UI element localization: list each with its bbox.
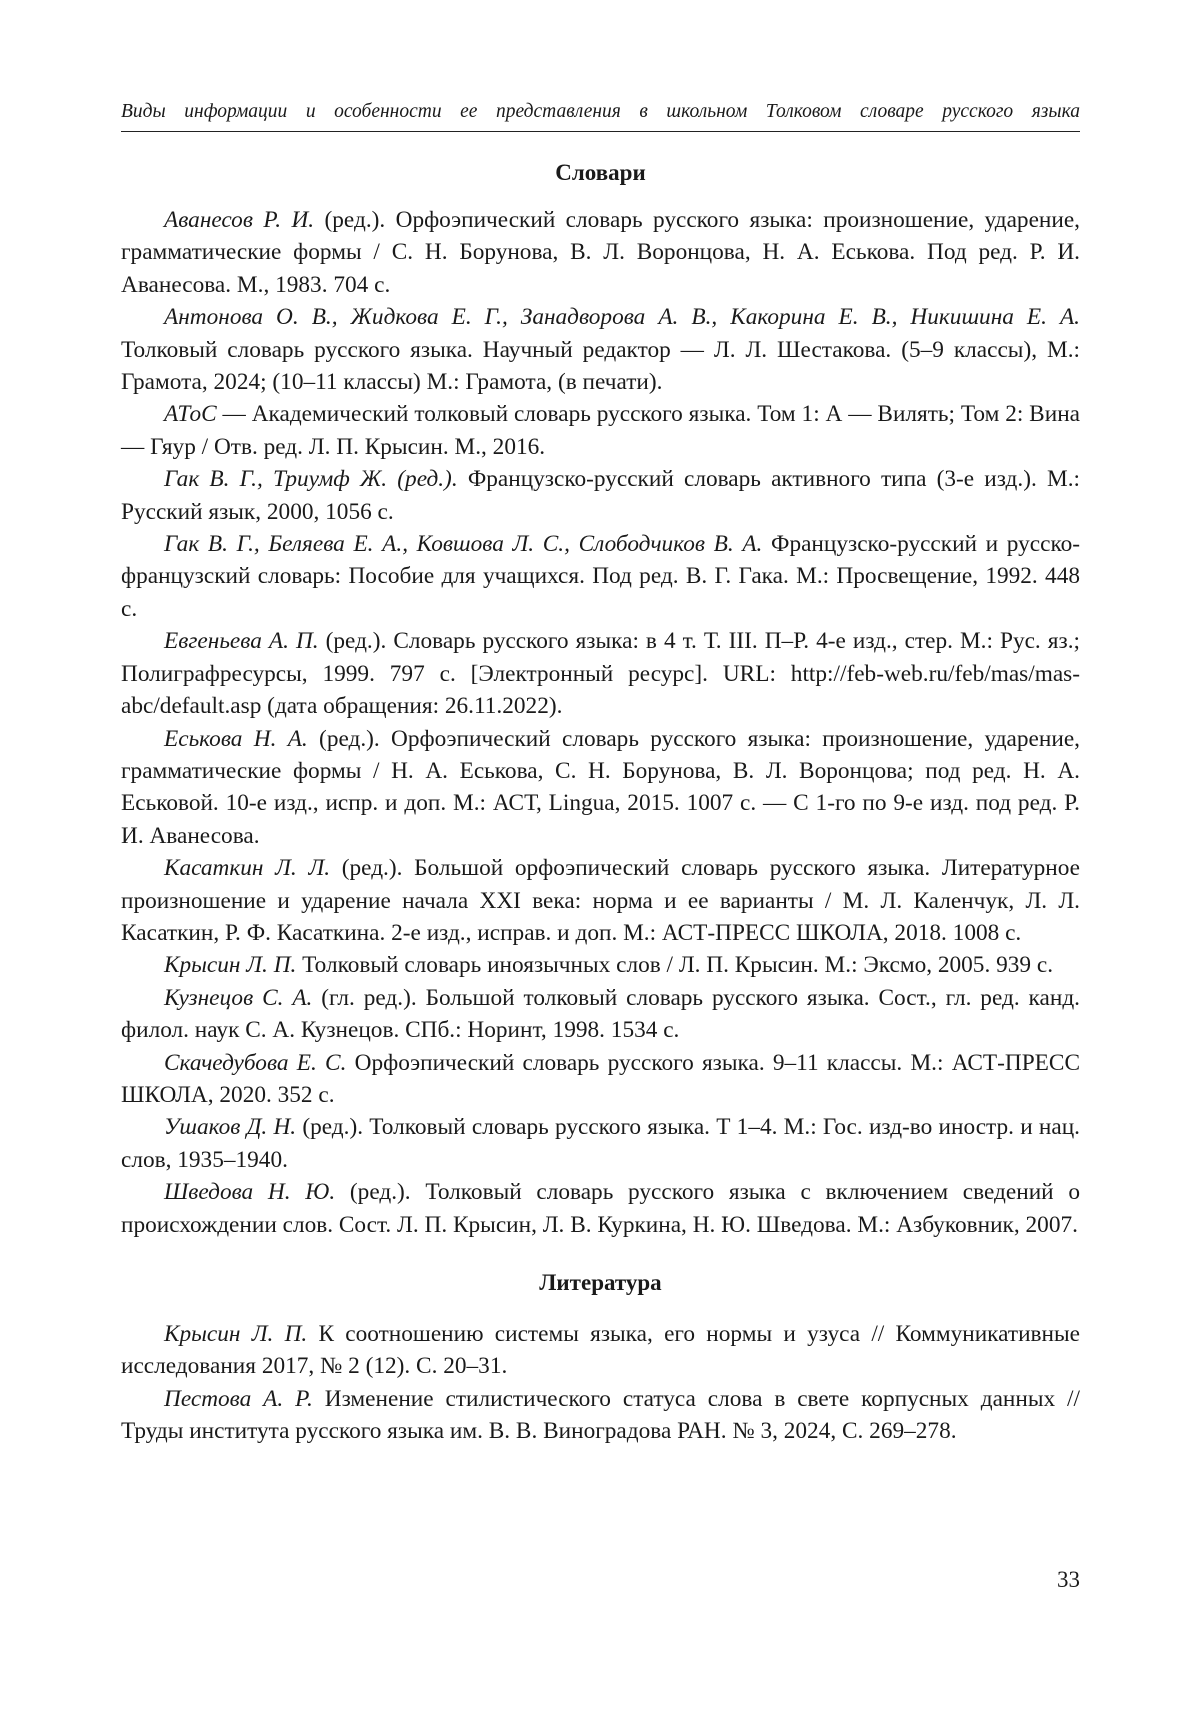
reference-authors: Евгеньева А. П. <box>164 628 319 655</box>
reference-entry <box>121 398 1080 463</box>
reference-authors: Кузнецов С. А. <box>164 984 313 1011</box>
reference-authors: Крысин Л. П. <box>164 952 297 979</box>
reference-entry <box>121 528 1080 625</box>
reference-authors: АТоС <box>164 401 217 428</box>
reference-authors: Антонова О. В., Жидкова Е. Г., Занадворова А. В., Какорина Е. В., Никишина Е. А. <box>164 304 1080 331</box>
reference-entry <box>121 1111 1080 1176</box>
reference-authors: Аванесов Р. И. <box>164 207 315 233</box>
reference-entry <box>121 1383 1080 1448</box>
reference-entry <box>121 1176 1080 1241</box>
reference-authors: Крысин Л. П. <box>164 1321 308 1347</box>
reference-text: (ред.). Толковый словарь русского языка. Т 1–4. М.: Гос. изд-во иностр. и нац. слов, 1935–1940. <box>121 1114 1080 1173</box>
section-title-literature: Литература <box>539 1270 662 1295</box>
reference-text: (ред.). Толковый словарь русского языка с включением сведений о происхождении слов. Сост. Л. П. Крысин, Л. В. Куркина, Н. Ю. Шведова. М.: Азбуковник, 2007. <box>121 1179 1081 1238</box>
reference-authors: Шведова Н. Ю. <box>164 1179 336 1206</box>
reference-authors: Гак В. Г., Триумф Ж. (ред.). <box>164 466 458 493</box>
reference-authors: Ушаков Д. Н. <box>164 1114 297 1141</box>
reference-authors: Касаткин Л. Л. <box>164 855 331 882</box>
page-number: 33 <box>1057 1567 1080 1592</box>
reference-entry <box>121 625 1080 722</box>
reference-text: (ред.). Орфоэпический словарь русского языка: произношение, ударение, грамматические формы / С. Н. Борунова, В. Л. Воронцова, Н. А. Еськова. Под ред. Р. И. Аванесова. М., 1983. 704 с. <box>121 207 1081 298</box>
reference-authors: Пестова А. Р. <box>164 1385 313 1412</box>
reference-entry <box>121 1047 1080 1112</box>
reference-text: Толковый словарь русского языка. Научный редактор — Л. Л. Шестакова. (5–9 классы), М.: Грамота, 2024; (10–11 классы) М.: Грамота, (в печати). <box>121 336 1080 396</box>
reference-text: (ред.). Орфоэпический словарь русского языка: произношение, ударение, грамматические формы / Н. А. Еськова, С. Н. Борунова, В. Л. Воронцова; под ред. Н. А. Еськовой. 10-е изд., испр. и доп. М.: АСТ, Lingua, 2015. 1007 с. — С 1-го по 9-е изд. под ред. Р. И. Аванесова. <box>121 725 1080 849</box>
page-content <box>121 157 1080 1448</box>
reference-authors: Скачедубова Е. С. <box>164 1049 347 1076</box>
reference-text: Орфоэпический словарь русского языка. 9–11 классы. М.: АСТ-ПРЕСС ШКОЛА, 2020. 352 с. <box>121 1049 1080 1108</box>
reference-text: (ред.). Словарь русского языка: в 4 т. Т. III. П–Р. 4-е изд., стер. М.: Рус. яз.; Полиграфресурсы, 1999. 797 с. [Электронный ресурс]. URL: http://feb-web.ru/feb/mas/mas-abc/default.asp (дата обращения: 26.11.2022). <box>121 628 1080 720</box>
running-head: Виды информации и особенности ее представления в школьном Толковом словаре русского языка <box>121 101 1080 122</box>
reference-entry <box>121 852 1080 949</box>
reference-text: Французско-русский и русско-французский словарь: Пособие для учащихся. Под ред. В. Г. Гака. М.: Просвещение, 1992. 448 с. <box>121 531 1080 622</box>
reference-text: (гл. ред.). Большой толковый словарь русского языка. Сост., гл. ред. канд. филол. наук С. А. Кузнецов. СПб.: Норинт, 1998. 1534 с. <box>121 984 1081 1044</box>
reference-entry <box>121 463 1080 528</box>
reference-text: Изменение стилистического статуса слова в свете корпусных данных // Труды института русского языка им. В. В. Виноградова РАН. № 3, 2024, С. 269–278. <box>121 1385 1080 1445</box>
reference-authors: Еськова Н. А. <box>164 725 308 752</box>
reference-text: К соотношению системы языка, его нормы и узуса // Коммуникативные исследования 2017, № 2 (12). С. 20–31. <box>121 1321 1080 1380</box>
reference-text: (ред.). Большой орфоэпический словарь русского языка. Литературное произношение и ударение начала XXI века: норма и ее варианты / М. Л. Каленчук, Л. Л. Касаткин, Р. Ф. Касаткина. 2-е изд., исправ. и доп. М.: АСТ-ПРЕСС ШКОЛА, 2018. 1008 с. <box>121 855 1080 946</box>
header-divider <box>121 131 1080 132</box>
reference-text: Толковый словарь иноязычных слов / Л. П. Крысин. М.: Эксмо, 2005. 939 с. <box>296 952 1054 979</box>
reference-text: Французско-русский словарь активного типа (3-е изд.). М.: Русский язык, 2000, 1056 с. <box>121 466 1080 525</box>
reference-text: — Академический толковый словарь русского языка. Том 1: А — Вилять; Том 2: Вина — Гяур / Отв. ред. Л. П. Крысин. М., 2016. <box>121 401 1080 460</box>
reference-entry <box>121 949 1080 981</box>
reference-entry <box>121 723 1080 853</box>
reference-entry <box>121 204 1080 301</box>
reference-entry <box>121 982 1080 1047</box>
reference-authors: Гак В. Г., Беляева Е. А., Ковшова Л. С., Слободчиков В. А. <box>164 531 763 558</box>
reference-entry <box>121 1318 1080 1383</box>
section-title-dictionaries: Словари <box>555 160 646 185</box>
reference-entry <box>121 301 1080 398</box>
